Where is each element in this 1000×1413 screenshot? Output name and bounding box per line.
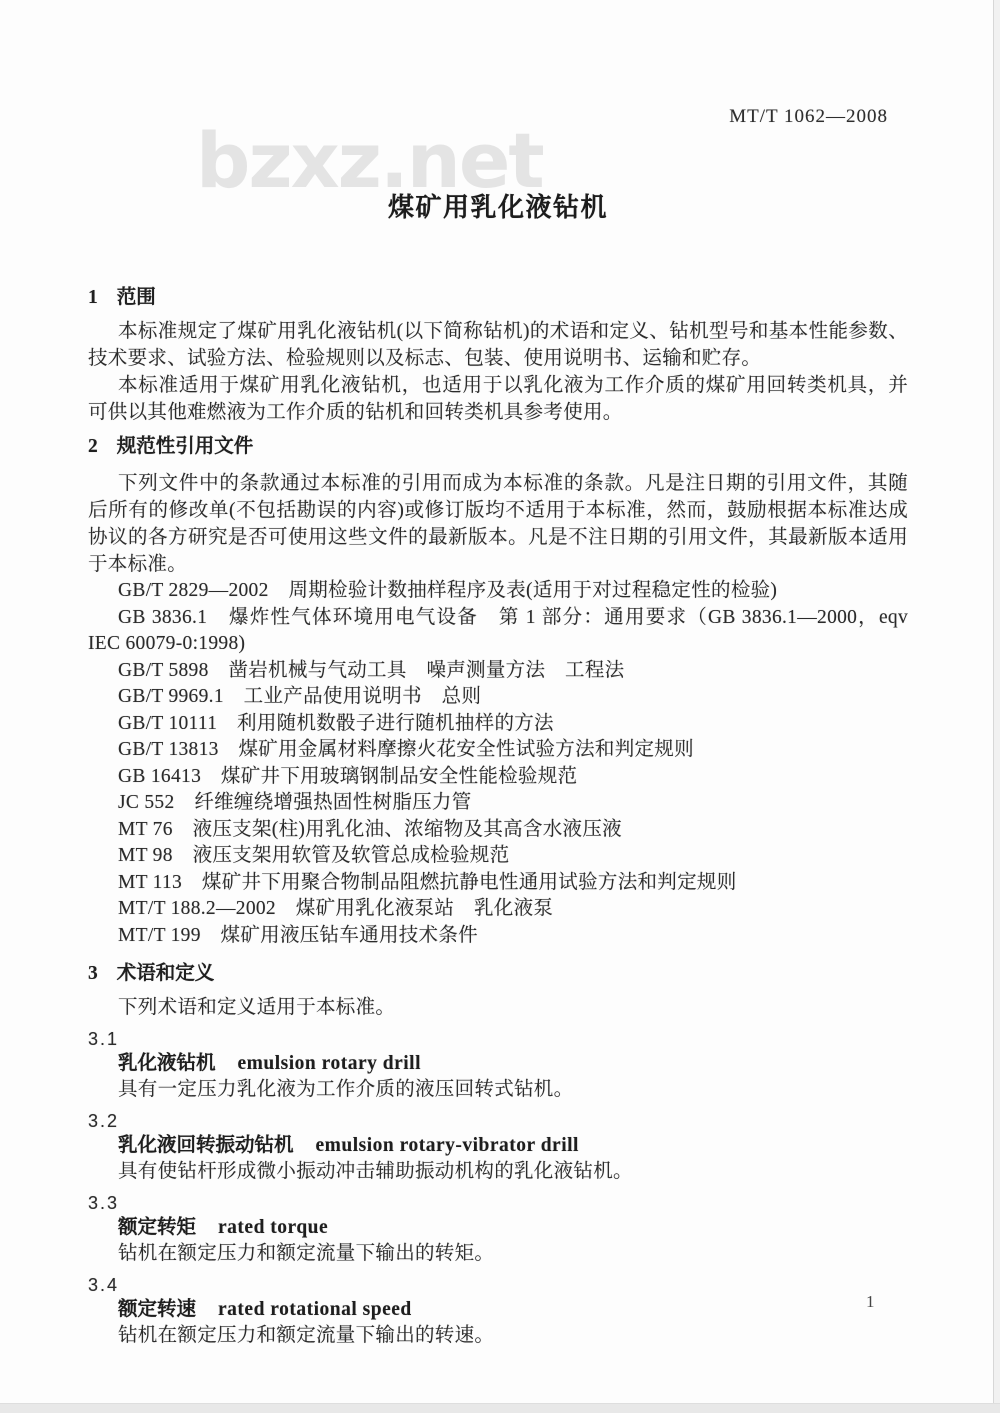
reference-item: MT 76 液压支架(柱)用乳化油、浓缩物及其高含水液压液 [118, 818, 622, 840]
term-en: rated rotational speed [218, 1299, 412, 1320]
reference-item: GB/T 5898 凿岩机械与气动工具 噪声测量方法 工程法 [118, 659, 625, 681]
scope-paragraph: 本标准适用于煤矿用乳化液钻机，也适用于以乳化液为工作介质的煤矿用回转类机具，并可供以其他难燃液为工作介质的钻机和回转类机具参考使用。 [88, 375, 908, 423]
reference-item: GB/T 2829—2002 周期检验计数抽样程序及表(适用于对过程稳定性的检验) [118, 580, 778, 601]
section-title: 术语和定义 [116, 963, 215, 984]
section-scope-heading [88, 284, 908, 311]
term-definition: 钻机在额定压力和额定流量下输出的转速。 [118, 1325, 495, 1346]
section-number: 2 [88, 436, 98, 457]
term-name [88, 1051, 908, 1077]
reference-item: MT/T 199 煤矿用液压钻车通用技术条件 [118, 924, 478, 946]
term-name [88, 1215, 908, 1241]
term-number: 3.2 [88, 1111, 120, 1131]
reference-item: MT 98 液压支架用软管及软管总成检验规范 [118, 845, 510, 866]
term-name [88, 1297, 908, 1323]
watermark-text: bzxz.net [196, 116, 543, 205]
standard-code: MT/T 1062—2008 [729, 106, 888, 127]
scan-edge-bottom [0, 1403, 1000, 1413]
references-intro: 下列文件中的条款通过本标准的引用而成为本标准的条款。凡是注日期的引用文件，其随后所有的修改单(不包括勘误的内容)或修订版均不适用于本标准，然而，鼓励根据本标准达成协议的各方研究是否可使用这些文件的最新版本。凡是不注日期的引用文件，其最新版本适用于本标准。 [88, 473, 908, 575]
term-number: 3.4 [88, 1275, 120, 1295]
reference-item: GB/T 9969.1 工业产品使用说明书 总则 [118, 686, 482, 707]
term-number: 3.3 [88, 1193, 120, 1213]
term-number: 3.1 [88, 1029, 120, 1049]
term-definition: 具有一定压力乳化液为工作介质的液压回转式钻机。 [118, 1079, 574, 1100]
term-zh: 额定转矩 [118, 1217, 197, 1238]
scope-paragraph: 本标准规定了煤矿用乳化液钻机(以下简称钻机)的术语和定义、钻机型号和基本性能参数、技术要求、试验方法、检验规则以及标志、包装、使用说明书、运输和贮存。 [88, 321, 908, 369]
reference-item: GB 16413 煤矿井下用玻璃钢制品安全性能检验规范 [118, 765, 578, 787]
section-number: 1 [88, 287, 98, 308]
term-name [88, 1133, 908, 1159]
term-en: rated torque [218, 1217, 329, 1238]
reference-item: MT/T 188.2—2002 煤矿用乳化液泵站 乳化液泵 [118, 898, 554, 919]
reference-item: GB/T 10111 利用随机数骰子进行随机抽样的方法 [118, 712, 554, 734]
term-zh: 乳化液钻机 [118, 1053, 216, 1074]
scan-edge-right [993, 0, 1000, 1413]
reference-item: GB 3836.1 爆炸性气体环境用电气设备 第 1 部分：通用要求（GB 3836.1—2000，eqv IEC 60079-0:1998) [88, 606, 908, 654]
term-definition: 钻机在额定压力和额定流量下输出的转矩。 [118, 1243, 495, 1264]
section-title: 规范性引用文件 [116, 436, 254, 457]
section-number: 3 [88, 963, 98, 984]
reference-item: MT 113 煤矿井下用聚合物制品阻燃抗静电性通用试验方法和判定规则 [118, 871, 737, 893]
term-definition: 具有使钻杆形成微小振动冲击辅助振动机构的乳化液钻机。 [118, 1161, 633, 1182]
reference-item: JC 552 纤维缠绕增强热固性树脂压力管 [118, 792, 472, 813]
section-title: 范围 [116, 287, 156, 308]
document-title: 煤矿用乳化液钻机 [387, 193, 608, 222]
reference-item: GB/T 13813 煤矿用金属材料摩擦火花安全性试验方法和判定规则 [118, 739, 694, 760]
terms-intro: 下列术语和定义适用于本标准。 [118, 997, 396, 1018]
term-en: emulsion rotary drill [237, 1053, 421, 1074]
term-en: emulsion rotary-vibrator drill [315, 1135, 579, 1156]
section-references-heading [88, 433, 908, 460]
page-number: 1 [866, 1292, 875, 1311]
section-terms-heading [88, 960, 908, 987]
term-zh: 额定转速 [118, 1299, 197, 1320]
term-zh: 乳化液回转振动钻机 [118, 1135, 294, 1156]
